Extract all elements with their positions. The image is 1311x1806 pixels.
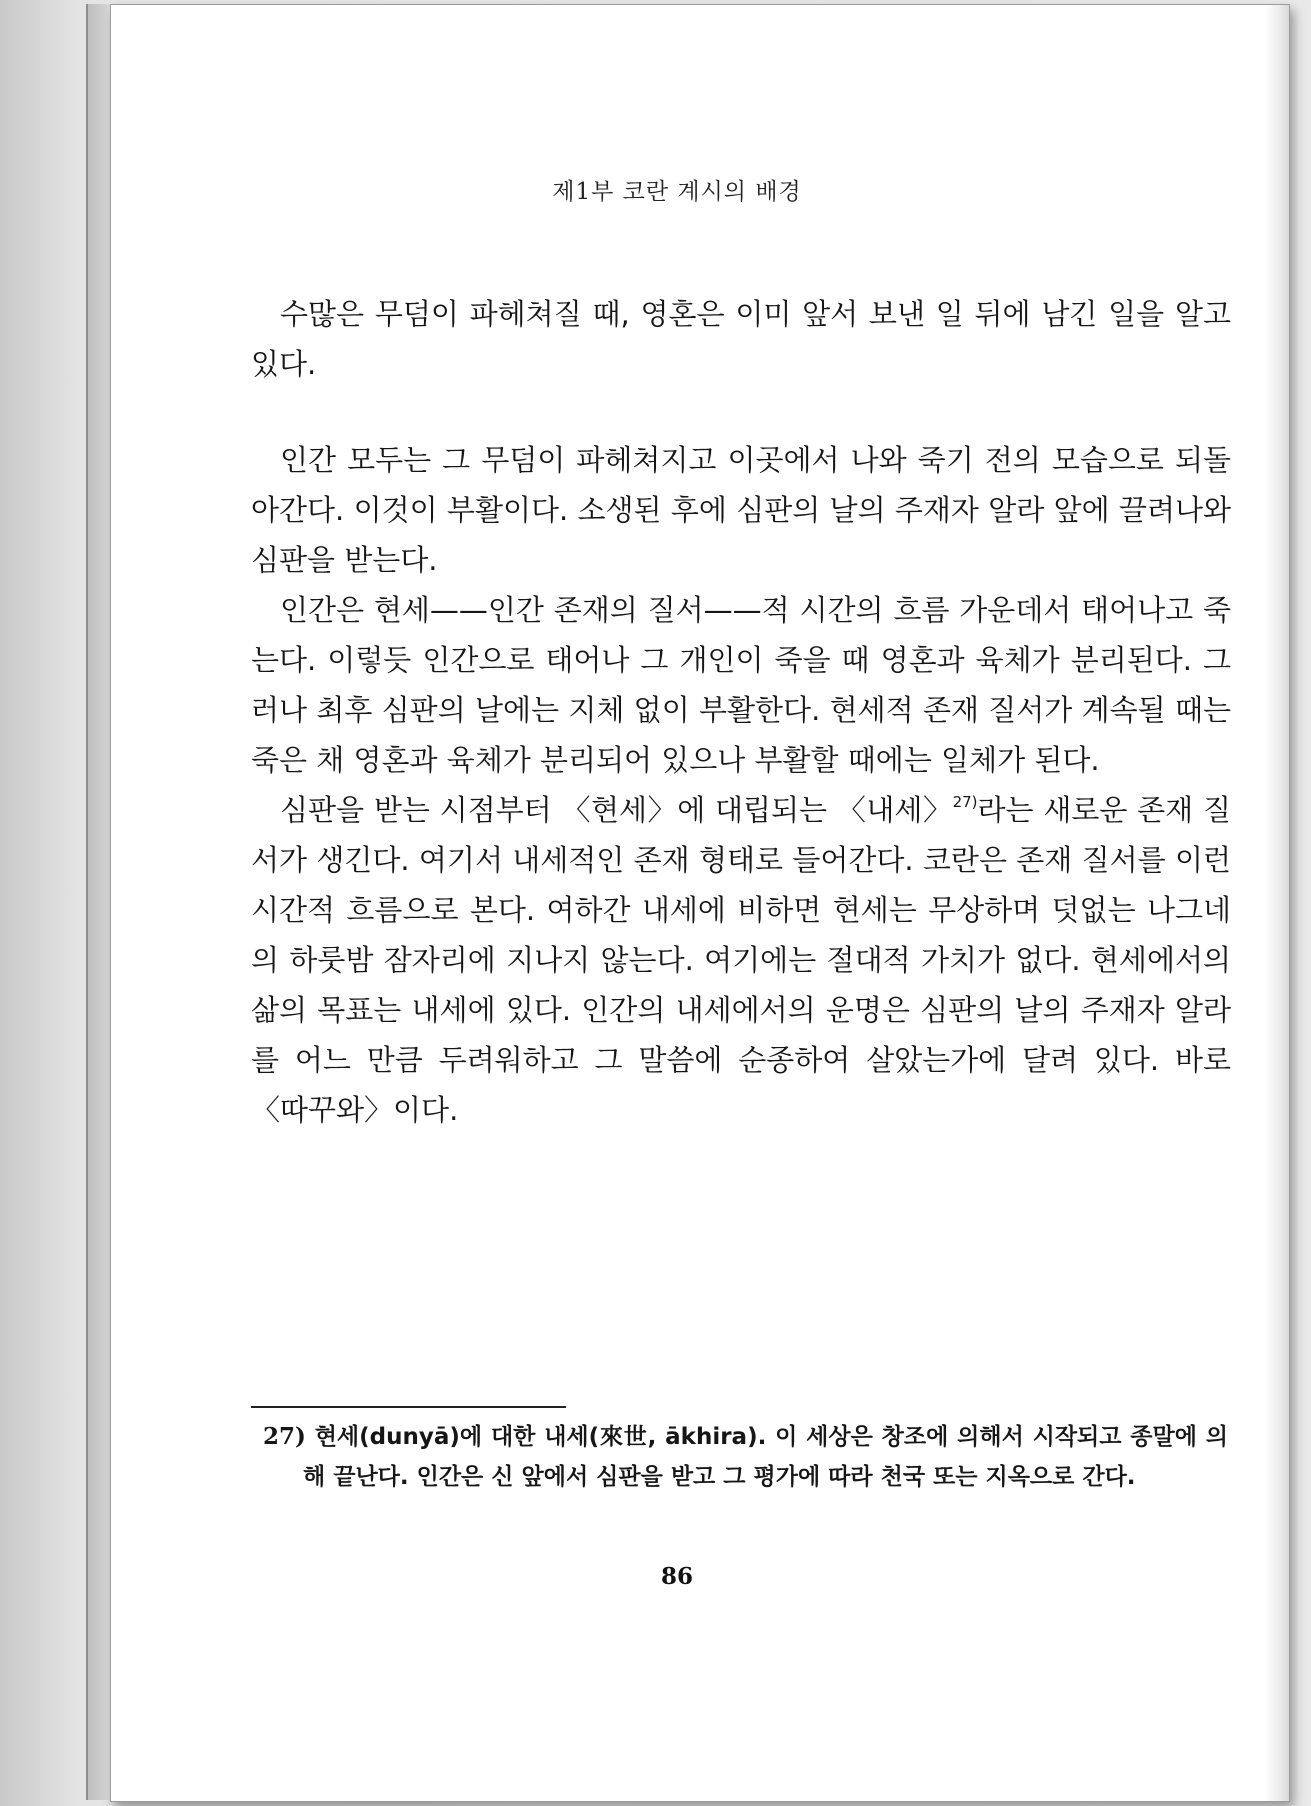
paragraph-3-rest: 라는 새로운 존재 질서가 생긴다. 여기서 내세적인 존재 형태로 들어간다. 코란은 존재 질서를 이런 시간적 흐름으로 본다. 여하간 내세에 비하면 현세는 무상하며 덧없는 나그네의 하룻밤 잠자리에 지나지 않는다. 여기에는 절대적 가치가 없다. 현세에서의 삶의 목표는 내세에 있다. 인간의 내세에서의 운명은 심판의 날의 주재자 알라를 어느 만큼 두려워하고 그 말씀에 순종하여 살았는가에 달려 있다. 바로 〈따꾸와〉이다. [251, 793, 1231, 1127]
page-curl-edge [1265, 5, 1289, 1801]
paragraph-3-lead: 심판을 받는 시점부터 〈현세〉에 대립되는 〈내세〉 [280, 793, 953, 827]
paragraph-gap [251, 389, 1231, 435]
footnote-reference[interactable]: 27) [952, 793, 978, 811]
footnote [263, 1417, 1228, 1497]
quoted-verse: 수많은 무덤이 파헤쳐질 때, 영혼은 이미 앞서 보낸 일 뒤에 남긴 일을 알고 있다. [251, 297, 1231, 381]
page-number: 86 [660, 1563, 693, 1590]
book-page [110, 4, 1290, 1802]
body-paragraph-2: 인간은 현세——인간 존재의 질서——적 시간의 흐름 가운데서 태어나고 죽는다. 이렇듯 인간으로 태어나 그 개인이 죽을 때 영혼과 육체가 분리된다. 그러나 최후 심판의 날에는 지체 없이 부활한다. 현세적 존재 질서가 계속될 때는 죽은 채 영혼과 육체가 분리되어 있으나 부활할 때에는 일체가 된다. [251, 593, 1231, 777]
page-body [251, 289, 1231, 1135]
running-header: 제1부 코란 계시의 배경 [552, 179, 802, 205]
footnote-number: 27) [263, 1423, 306, 1450]
footnote-text: 현세(dunyā)에 대한 내세(來世, ākhira). 이 세상은 창조에 의해서 시작되고 종말에 의해 끝난다. 인간은 신 앞에서 심판을 받고 그 평가에 따라 천국 또는 지옥으로 간다. [303, 1424, 1228, 1490]
footnote-divider [251, 1406, 566, 1408]
footnote-entry [263, 1417, 1228, 1497]
body-paragraph-1: 인간 모두는 그 무덤이 파헤쳐지고 이곳에서 나와 죽기 전의 모습으로 되돌아간다. 이것이 부활이다. 소생된 후에 심판의 날의 주재자 알라 앞에 끌려나와 심판을 받는다. [251, 443, 1231, 577]
body-paragraph-3 [251, 785, 1231, 1135]
